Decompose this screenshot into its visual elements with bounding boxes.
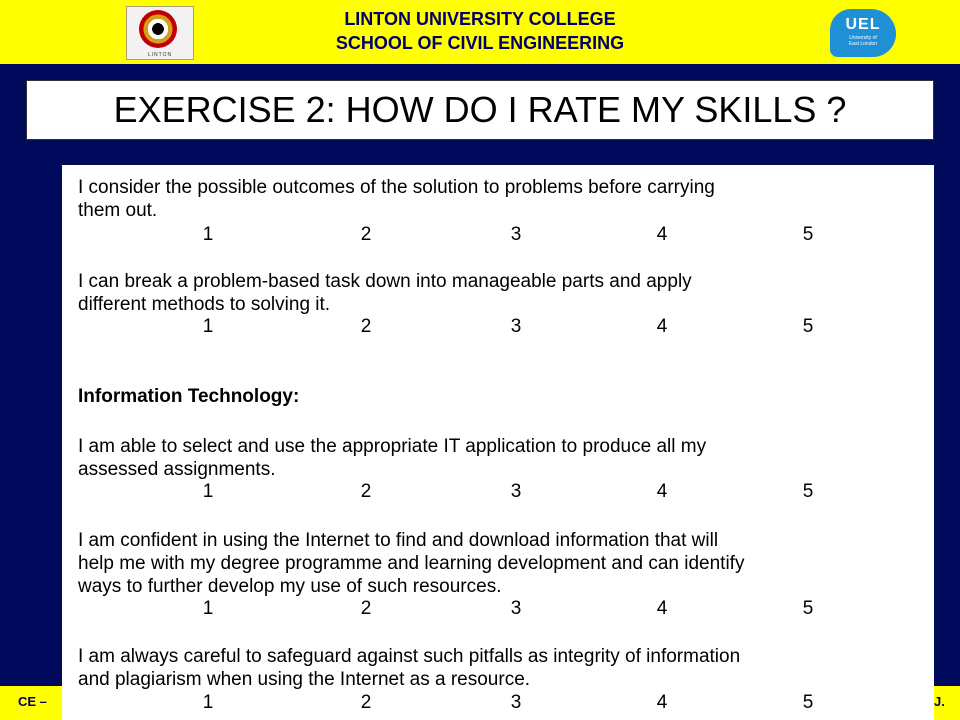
footer-right-text: J. bbox=[934, 694, 945, 709]
question-1-line2: them out. bbox=[78, 200, 158, 221]
uel-logo-mark: UEL bbox=[845, 16, 881, 33]
rating-option[interactable]: 5 bbox=[802, 598, 814, 619]
question-4 bbox=[78, 529, 930, 598]
rating-option[interactable]: 4 bbox=[656, 692, 668, 713]
rating-option[interactable]: 2 bbox=[360, 481, 372, 502]
rating-option[interactable]: 4 bbox=[656, 481, 668, 502]
section-heading: Information Technology: bbox=[78, 386, 300, 407]
rating-option[interactable]: 1 bbox=[202, 598, 214, 619]
question-4-line3: ways to further develop my use of such resources. bbox=[78, 576, 502, 597]
question-5 bbox=[78, 645, 930, 691]
exercise-title: EXERCISE 2: HOW DO I RATE MY SKILLS ? bbox=[113, 89, 847, 130]
linton-logo bbox=[126, 6, 194, 60]
rating-option[interactable]: 3 bbox=[510, 598, 522, 619]
header-band bbox=[0, 0, 960, 64]
rating-row-5 bbox=[62, 691, 934, 715]
rating-option[interactable]: 1 bbox=[202, 224, 214, 245]
rating-option[interactable]: 2 bbox=[360, 598, 372, 619]
question-5-line1: I am always careful to safeguard against such pitfalls as integrity of information bbox=[78, 646, 741, 667]
linton-logo-text: LINTON bbox=[147, 52, 173, 58]
question-2-line1: I can break a problem-based task down into manageable parts and apply bbox=[78, 271, 692, 292]
footer-left-text: CE – bbox=[18, 694, 47, 709]
rating-option[interactable]: 4 bbox=[656, 598, 668, 619]
rating-option[interactable]: 5 bbox=[802, 692, 814, 713]
questionnaire-panel bbox=[62, 165, 934, 720]
question-5-line2: and plagiarism when using the Internet as a resource. bbox=[78, 669, 531, 690]
question-1-line1: I consider the possible outcomes of the solution to problems before carrying bbox=[78, 177, 715, 198]
rating-row-1 bbox=[62, 223, 934, 247]
rating-option[interactable]: 5 bbox=[802, 481, 814, 502]
rating-row-2 bbox=[62, 315, 934, 339]
rating-option[interactable]: 4 bbox=[656, 316, 668, 337]
uel-logo-sub1: University of bbox=[849, 35, 877, 41]
question-3-line2: assessed assignments. bbox=[78, 459, 276, 480]
rating-option[interactable]: 3 bbox=[510, 316, 522, 337]
college-name: LINTON UNIVERSITY COLLEGE bbox=[344, 9, 616, 29]
rating-option[interactable]: 1 bbox=[202, 481, 214, 502]
question-4-line2: help me with my degree programme and learning development and can identify bbox=[78, 553, 745, 574]
school-name: SCHOOL OF CIVIL ENGINEERING bbox=[335, 33, 625, 53]
linton-emblem-icon bbox=[139, 10, 177, 48]
rating-row-3 bbox=[62, 480, 934, 504]
question-3-line1: I am able to select and use the appropriate IT application to produce all my bbox=[78, 436, 707, 457]
rating-option[interactable]: 2 bbox=[360, 224, 372, 245]
rating-option[interactable]: 3 bbox=[510, 224, 522, 245]
rating-option[interactable]: 3 bbox=[510, 481, 522, 502]
rating-option[interactable]: 1 bbox=[202, 316, 214, 337]
question-3 bbox=[78, 435, 930, 481]
rating-option[interactable]: 4 bbox=[656, 224, 668, 245]
rating-option[interactable]: 5 bbox=[802, 316, 814, 337]
college-title bbox=[250, 7, 710, 55]
rating-row-4 bbox=[62, 597, 934, 621]
rating-option[interactable]: 1 bbox=[202, 692, 214, 713]
uel-logo bbox=[830, 9, 896, 57]
rating-option[interactable]: 2 bbox=[360, 316, 372, 337]
question-2 bbox=[78, 270, 930, 316]
question-2-line2: different methods to solving it. bbox=[78, 294, 331, 315]
exercise-title-box bbox=[26, 80, 934, 140]
rating-option[interactable]: 3 bbox=[510, 692, 522, 713]
question-4-line1: I am confident in using the Internet to find and download information that will bbox=[78, 530, 719, 551]
uel-logo-sub2: East London bbox=[848, 41, 878, 47]
question-1 bbox=[78, 176, 930, 222]
rating-option[interactable]: 2 bbox=[360, 692, 372, 713]
rating-option[interactable]: 5 bbox=[802, 224, 814, 245]
